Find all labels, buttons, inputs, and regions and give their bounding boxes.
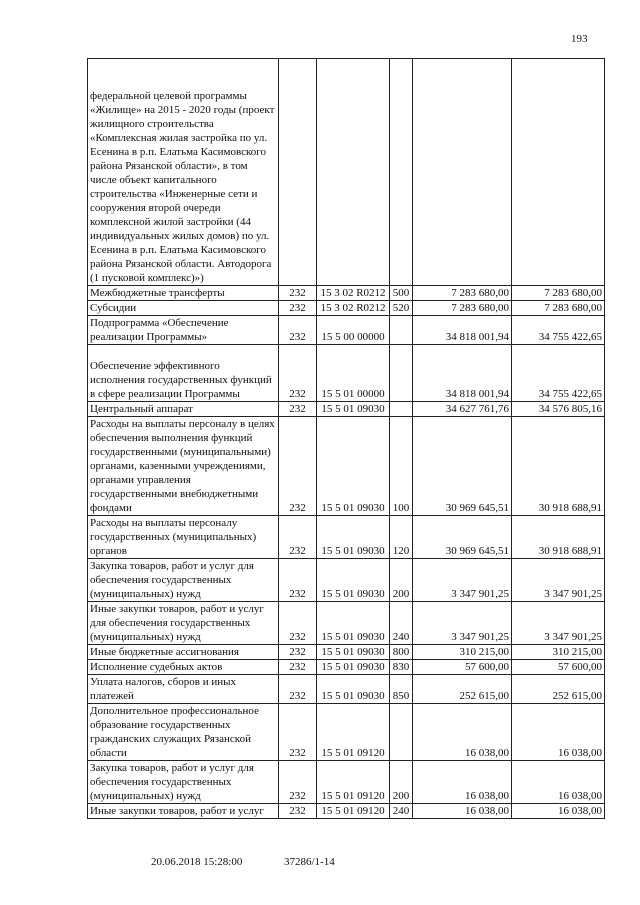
row-amount-2: 30 918 688,91 bbox=[512, 516, 605, 559]
row-code: 232 bbox=[279, 559, 317, 602]
row-code: 232 bbox=[279, 301, 317, 316]
row-code: 232 bbox=[279, 286, 317, 301]
table-row bbox=[88, 316, 605, 345]
row-code: 232 bbox=[279, 660, 317, 675]
row-expense-type: 200 bbox=[390, 559, 413, 602]
row-code: 232 bbox=[279, 516, 317, 559]
row-target-article: 15 3 02 R0212 bbox=[317, 286, 390, 301]
table-row bbox=[88, 516, 605, 559]
row-amount-1: 16 038,00 bbox=[413, 704, 512, 761]
row-amount-2: 34 576 805,16 bbox=[512, 402, 605, 417]
row-name: федеральной целевой программы «Жилище» на 2015 - 2020 годы (проект жилищного строительства «Комплексная жилая застройка по ул. Есенина в р.п. Елатьма Касимовского района Рязанской области», в том числе объект капитального строительства «Инженерные сети и сооружения второй очереди комплексной жилой застройки (44 индивидуальных жилых домов) по ул. Есенина в р.п. Елатьма Касимовского района Рязанской области. Автодорога (1 пусковой комплекс)») bbox=[88, 59, 279, 286]
row-target-article: 15 5 01 09030 bbox=[317, 417, 390, 516]
table-row bbox=[88, 345, 605, 402]
row-amount-1: 16 038,00 bbox=[413, 761, 512, 804]
row-amount-1: 3 347 901,25 bbox=[413, 602, 512, 645]
row-target-article: 15 5 01 09030 bbox=[317, 559, 390, 602]
row-name: Межбюджетные трансферты bbox=[88, 286, 279, 301]
footer-date: 20.06.2018 15:28:00 bbox=[151, 856, 243, 868]
row-code: 232 bbox=[279, 417, 317, 516]
row-name: Иные бюджетные ассигнования bbox=[88, 645, 279, 660]
row-expense-type bbox=[390, 402, 413, 417]
row-amount-1: 252 615,00 bbox=[413, 675, 512, 704]
budget-table bbox=[87, 58, 605, 819]
row-expense-type: 200 bbox=[390, 761, 413, 804]
row-expense-type: 500 bbox=[390, 286, 413, 301]
table-row bbox=[88, 559, 605, 602]
row-target-article: 15 5 01 09120 bbox=[317, 704, 390, 761]
row-target-article: 15 5 01 09120 bbox=[317, 804, 390, 819]
row-amount-2: 16 038,00 bbox=[512, 804, 605, 819]
row-code bbox=[279, 59, 317, 286]
row-target-article: 15 3 02 R0212 bbox=[317, 301, 390, 316]
row-target-article: 15 5 01 09120 bbox=[317, 761, 390, 804]
table-row bbox=[88, 761, 605, 804]
table-row bbox=[88, 660, 605, 675]
row-amount-2: 252 615,00 bbox=[512, 675, 605, 704]
row-code: 232 bbox=[279, 704, 317, 761]
row-name: Закупка товаров, работ и услуг для обеспечения государственных (муниципальных) нужд bbox=[88, 761, 279, 804]
row-amount-1: 30 969 645,51 bbox=[413, 516, 512, 559]
table-row bbox=[88, 804, 605, 819]
row-amount-2: 310 215,00 bbox=[512, 645, 605, 660]
row-amount-1: 310 215,00 bbox=[413, 645, 512, 660]
row-name: Закупка товаров, работ и услуг для обеспечения государственных (муниципальных) нужд bbox=[88, 559, 279, 602]
row-amount-1: 34 818 001,94 bbox=[413, 316, 512, 345]
row-amount-2: 16 038,00 bbox=[512, 704, 605, 761]
row-target-article: 15 5 01 09030 bbox=[317, 660, 390, 675]
row-expense-type: 240 bbox=[390, 602, 413, 645]
row-amount-1 bbox=[413, 59, 512, 286]
row-target-article: 15 5 01 09030 bbox=[317, 516, 390, 559]
row-expense-type: 120 bbox=[390, 516, 413, 559]
row-amount-1: 16 038,00 bbox=[413, 804, 512, 819]
row-code: 232 bbox=[279, 645, 317, 660]
table-row bbox=[88, 417, 605, 516]
row-expense-type: 800 bbox=[390, 645, 413, 660]
row-name: Расходы на выплаты персоналу в целях обеспечения выполнения функций государственными (муниципальными) органами, казенными учреждениями, органами управления государственными внебюджетными фондами bbox=[88, 417, 279, 516]
row-name: Иные закупки товаров, работ и услуг для обеспечения государственных (муниципальных) нужд bbox=[88, 602, 279, 645]
row-amount-1: 34 627 761,76 bbox=[413, 402, 512, 417]
table-row bbox=[88, 675, 605, 704]
row-amount-2: 30 918 688,91 bbox=[512, 417, 605, 516]
table-row bbox=[88, 645, 605, 660]
row-expense-type: 520 bbox=[390, 301, 413, 316]
row-expense-type: 240 bbox=[390, 804, 413, 819]
row-amount-1: 30 969 645,51 bbox=[413, 417, 512, 516]
row-code: 232 bbox=[279, 804, 317, 819]
row-amount-2: 57 600,00 bbox=[512, 660, 605, 675]
row-expense-type bbox=[390, 345, 413, 402]
row-amount-2: 3 347 901,25 bbox=[512, 559, 605, 602]
row-code: 232 bbox=[279, 761, 317, 804]
row-amount-2: 3 347 901,25 bbox=[512, 602, 605, 645]
row-amount-1: 57 600,00 bbox=[413, 660, 512, 675]
row-name: Расходы на выплаты персоналу государственных (муниципальных) органов bbox=[88, 516, 279, 559]
row-name: Центральный аппарат bbox=[88, 402, 279, 417]
row-expense-type: 850 bbox=[390, 675, 413, 704]
row-amount-2: 7 283 680,00 bbox=[512, 286, 605, 301]
row-amount-2: 34 755 422,65 bbox=[512, 345, 605, 402]
row-code: 232 bbox=[279, 316, 317, 345]
table-row bbox=[88, 286, 605, 301]
row-amount-1: 3 347 901,25 bbox=[413, 559, 512, 602]
row-name: Иные закупки товаров, работ и услуг bbox=[88, 804, 279, 819]
table-row bbox=[88, 301, 605, 316]
row-target-article: 15 5 01 09030 bbox=[317, 402, 390, 417]
row-expense-type bbox=[390, 59, 413, 286]
budget-table-body bbox=[88, 59, 605, 819]
table-row bbox=[88, 704, 605, 761]
row-name: Обеспечение эффективного исполнения государственных функций в сфере реализации Программы bbox=[88, 345, 279, 402]
row-code: 232 bbox=[279, 402, 317, 417]
row-amount-1: 7 283 680,00 bbox=[413, 286, 512, 301]
row-amount-1: 7 283 680,00 bbox=[413, 301, 512, 316]
row-target-article: 15 5 01 09030 bbox=[317, 602, 390, 645]
footer-doc-number: 37286/1-14 bbox=[284, 856, 335, 868]
row-name: Исполнение судебных актов bbox=[88, 660, 279, 675]
row-expense-type: 100 bbox=[390, 417, 413, 516]
row-expense-type: 830 bbox=[390, 660, 413, 675]
row-amount-2: 16 038,00 bbox=[512, 761, 605, 804]
row-amount-2 bbox=[512, 59, 605, 286]
row-name: Субсидии bbox=[88, 301, 279, 316]
row-target-article: 15 5 01 09030 bbox=[317, 645, 390, 660]
table-row bbox=[88, 59, 605, 286]
row-target-article bbox=[317, 59, 390, 286]
row-expense-type bbox=[390, 704, 413, 761]
row-target-article: 15 5 00 00000 bbox=[317, 316, 390, 345]
row-code: 232 bbox=[279, 602, 317, 645]
row-name: Подпрограмма «Обеспечение реализации Программы» bbox=[88, 316, 279, 345]
page-number: 193 bbox=[571, 33, 588, 45]
row-amount-2: 7 283 680,00 bbox=[512, 301, 605, 316]
row-target-article: 15 5 01 00000 bbox=[317, 345, 390, 402]
row-name: Уплата налогов, сборов и иных платежей bbox=[88, 675, 279, 704]
row-name: Дополнительное профессиональное образование государственных гражданских служащих Рязанской области bbox=[88, 704, 279, 761]
row-code: 232 bbox=[279, 345, 317, 402]
row-expense-type bbox=[390, 316, 413, 345]
row-amount-1: 34 818 001,94 bbox=[413, 345, 512, 402]
table-row bbox=[88, 602, 605, 645]
row-code: 232 bbox=[279, 675, 317, 704]
row-amount-2: 34 755 422,65 bbox=[512, 316, 605, 345]
row-target-article: 15 5 01 09030 bbox=[317, 675, 390, 704]
table-row bbox=[88, 402, 605, 417]
